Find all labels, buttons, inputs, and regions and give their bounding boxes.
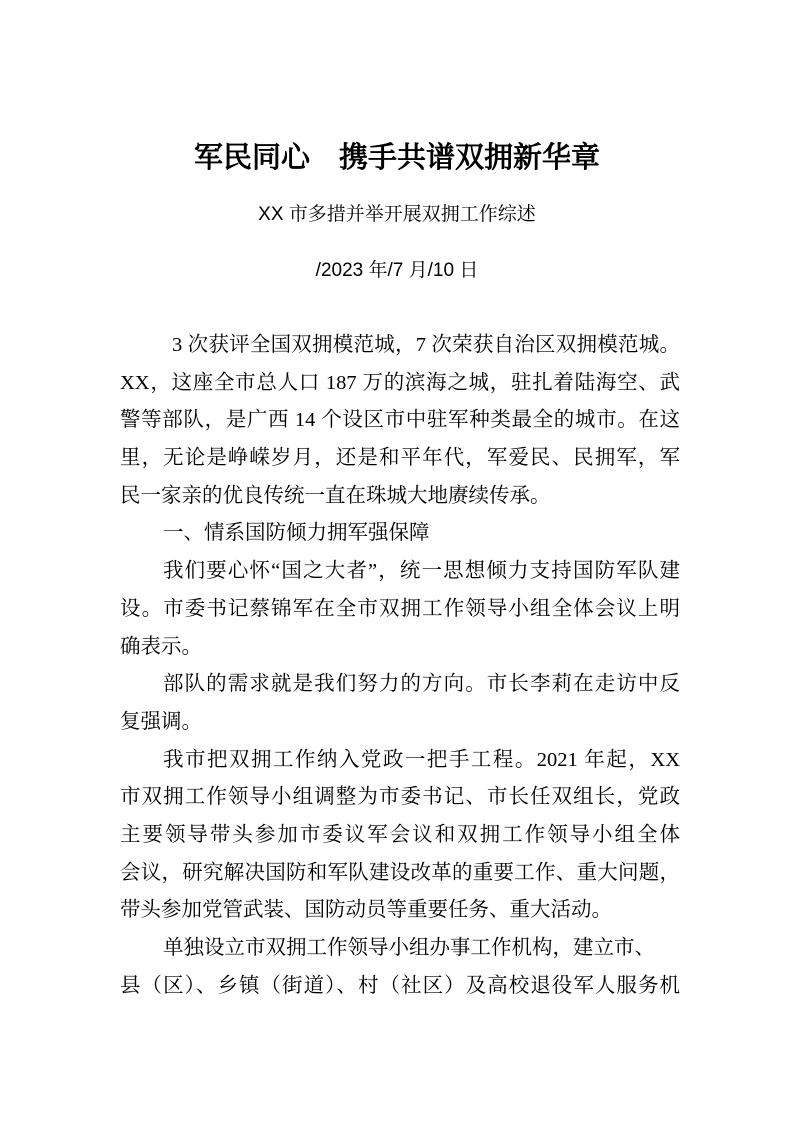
- document-body: [120, 327, 680, 1005]
- section-heading: [120, 515, 680, 553]
- text-line: 3 次获评全国双拥模范城，7 次荣获自治区双拥模范城。: [172, 334, 680, 356]
- document-date: /2023 年/7 月/10 日: [315, 260, 479, 281]
- text-line: 单独设立市双拥工作领导小组办事工作机构，建立市、: [163, 937, 655, 959]
- paragraph-intro: [120, 327, 680, 515]
- paragraph: [120, 742, 680, 930]
- text-line: 复强调。: [120, 710, 202, 733]
- text-line: XX，这座全市总人口 187 万的滨海之城，驻扎着陆海空、武: [120, 371, 680, 394]
- text-line: 部队的需求就是我们努力的方向。市长李莉在走访中反: [163, 673, 680, 696]
- text-line: 带头参加党管武装、国防动员等重要任务、重大活动。: [120, 899, 612, 922]
- text-line: 主要领导带头参加市委议军会议和双拥工作领导小组全体: [120, 823, 680, 846]
- document-subtitle: XX 市多措并举开展双拥工作综述: [258, 204, 536, 225]
- text-line: 设。市委书记蔡锦军在全市双拥工作领导小组全体会议上明: [120, 597, 680, 620]
- paragraph: [120, 553, 680, 666]
- text-line: 市双拥工作领导小组调整为市委书记、市长任双组长，党政: [120, 786, 680, 809]
- text-line: 一、情系国防倾力拥军强保障: [163, 522, 430, 545]
- text-line: 会议，研究解决国防和军队建设改革的重要工作、重大问题，: [120, 861, 680, 884]
- document-title: 军民同心 携手共谱双拥新华章: [193, 140, 600, 174]
- paragraph: [120, 930, 680, 1005]
- text-line: 确表示。: [120, 635, 202, 658]
- paragraph: [120, 666, 680, 741]
- text-line: 民一家亲的优良传统一直在珠城大地赓续传承。: [120, 484, 551, 507]
- text-line: 县（区）、乡镇（街道）、村（社区）及高校退役军人服务机: [120, 974, 680, 997]
- text-line: 我市把双拥工作纳入党政一把手工程。2021 年起，XX: [163, 748, 680, 771]
- text-line: 警等部队，是广西 14 个设区市中驻军种类最全的城市。在这: [120, 409, 680, 432]
- text-line: 我们要心怀“国之大者”，统一思想倾力支持国防军队建: [163, 560, 680, 583]
- text-line: 里，无论是峥嵘岁月，还是和平年代，军爱民、民拥军，军: [120, 447, 680, 470]
